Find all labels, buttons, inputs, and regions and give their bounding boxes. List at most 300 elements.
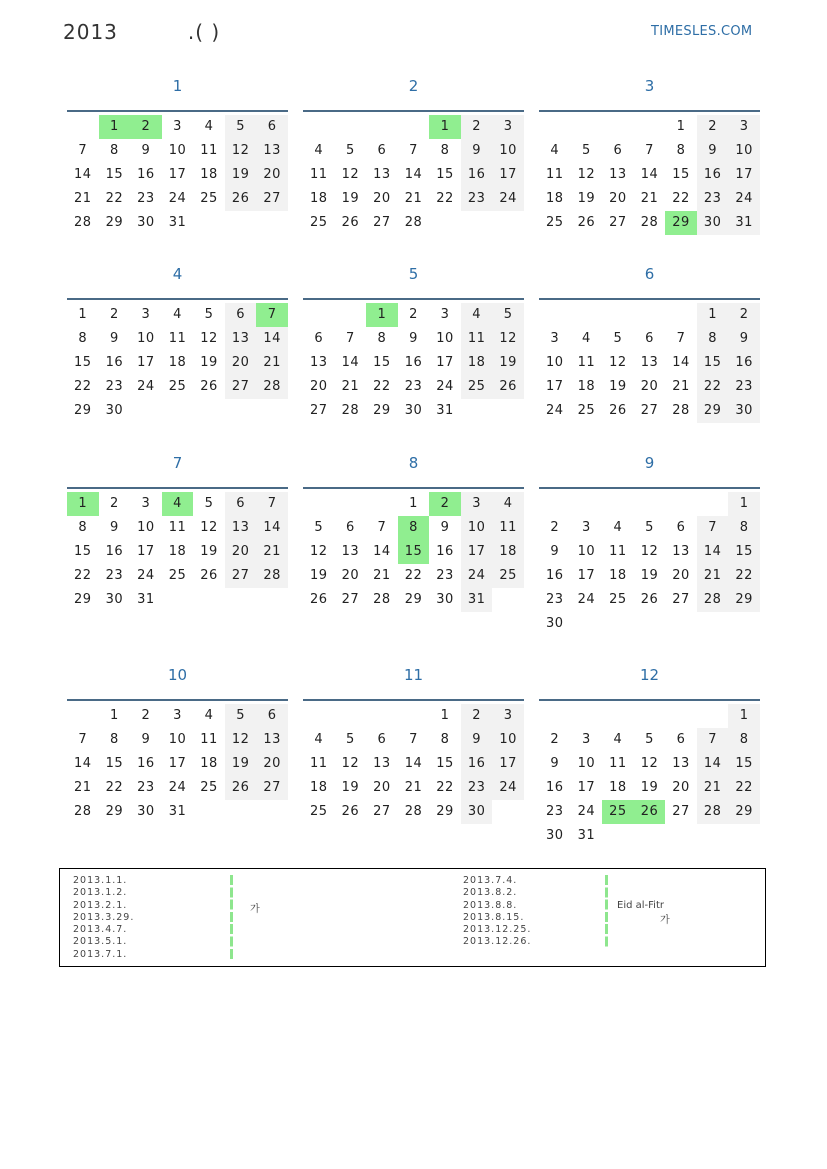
day-cell: 6: [676, 732, 686, 747]
empty-cell: [366, 115, 398, 139]
day-cell: 8: [78, 331, 88, 346]
empty-cell: [539, 704, 571, 728]
legend-date: 2013.12.26.: [463, 936, 532, 948]
day-cell: 13: [373, 167, 391, 182]
day-cell: 14: [404, 756, 423, 771]
empty-cell: [634, 492, 666, 516]
day-cell: 30: [461, 800, 493, 824]
day-cell: 3: [492, 704, 524, 728]
day-cell: 20: [256, 752, 288, 776]
day-cell: 27: [672, 804, 690, 819]
day-cell: 30: [436, 592, 454, 607]
month-11: [303, 659, 524, 824]
day-cell: 1: [676, 119, 686, 134]
day-cell: 30: [697, 211, 729, 235]
day-cell: 27: [256, 187, 288, 211]
day-cell: 29: [74, 592, 92, 607]
empty-cell: [571, 303, 603, 327]
day-cell: 20: [373, 191, 391, 206]
empty-cell: [571, 115, 603, 139]
day-cell: 15: [728, 540, 760, 564]
empty-cell: [602, 612, 634, 636]
day-cell: 25: [577, 403, 596, 418]
empty-cell: [697, 492, 729, 516]
day-cell: 16: [697, 163, 729, 187]
day-cell: 28: [697, 588, 729, 612]
day-cell: 5: [581, 143, 591, 158]
day-cell: 27: [609, 215, 627, 230]
day-cell: 12: [341, 167, 360, 182]
legend-date: 2013.3.29.: [73, 911, 135, 923]
day-cell: 1: [728, 492, 760, 516]
day-cell: 25: [168, 568, 187, 583]
day-cell: 12: [640, 544, 659, 559]
legend-holiday-name-left: 가: [250, 904, 260, 915]
day-cell: 29: [665, 211, 697, 235]
day-cell: 28: [640, 215, 659, 230]
day-cell: 12: [609, 355, 627, 370]
day-cell: 16: [461, 752, 493, 776]
day-cell: 2: [109, 496, 119, 511]
day-cell: 16: [436, 544, 454, 559]
day-cell: 28: [373, 592, 391, 607]
day-cell: 12: [341, 756, 360, 771]
day-cell: 26: [225, 187, 257, 211]
day-cell: 10: [577, 544, 596, 559]
day-cell: 13: [640, 355, 659, 370]
day-cell: 10: [577, 756, 596, 771]
day-cell: 7: [78, 732, 88, 747]
day-cell: 11: [609, 756, 627, 771]
day-cell: 4: [314, 732, 324, 747]
month-title: 3: [644, 77, 655, 95]
empty-cell: [665, 824, 697, 848]
day-cell: 19: [225, 163, 257, 187]
day-cell: 1: [440, 708, 450, 723]
legend-date: 2013.8.15.: [463, 911, 525, 923]
day-cell: 20: [225, 351, 257, 375]
day-cell: 16: [728, 351, 760, 375]
day-cell: 3: [581, 520, 591, 535]
day-cell: 26: [634, 800, 666, 824]
day-cell: 5: [314, 520, 324, 535]
day-cell: 20: [609, 191, 627, 206]
day-cell: 30: [728, 399, 760, 423]
empty-cell: [193, 211, 225, 235]
day-cell: 18: [609, 568, 627, 583]
day-cell: 10: [168, 732, 187, 747]
legend-date: 2013.1.2.: [73, 887, 128, 899]
empty-cell: [492, 399, 524, 423]
day-cell: 22: [373, 379, 391, 394]
day-cell: 23: [105, 379, 124, 394]
empty-cell: [335, 492, 367, 516]
day-cell: 4: [173, 307, 182, 322]
day-cell: 23: [728, 375, 760, 399]
day-cell: 6: [345, 520, 355, 535]
day-cell: 22: [105, 191, 124, 206]
empty-cell: [634, 612, 666, 636]
day-cell: 31: [728, 211, 760, 235]
day-cell: 1: [728, 704, 760, 728]
day-cell: 6: [613, 143, 623, 158]
day-cell: 14: [74, 167, 92, 182]
month-divider: [539, 487, 760, 489]
day-cell: 25: [310, 804, 328, 819]
day-cell: 5: [345, 732, 355, 747]
month-divider: [539, 110, 760, 112]
empty-cell: [571, 704, 603, 728]
legend-date: 2013.7.4.: [463, 875, 518, 886]
day-cell: 14: [697, 540, 729, 564]
day-cell: 2: [109, 307, 119, 322]
empty-cell: [366, 492, 398, 516]
day-cell: 16: [137, 167, 155, 182]
day-cell: 14: [341, 355, 360, 370]
day-cell: 17: [461, 540, 493, 564]
empty-cell: [634, 303, 666, 327]
day-cell: 18: [609, 780, 627, 795]
day-cell: 30: [546, 616, 564, 631]
day-cell: 18: [492, 540, 524, 564]
day-cell: 23: [404, 379, 423, 394]
day-cell: 17: [728, 163, 760, 187]
day-cell: 2: [550, 520, 560, 535]
day-cell: 7: [409, 143, 418, 158]
day-cell: 21: [373, 568, 391, 583]
day-cell: 18: [461, 351, 493, 375]
day-cell: 3: [173, 708, 182, 723]
legend-bar-left: [230, 875, 233, 961]
day-cell: 26: [200, 568, 218, 583]
day-cell: 2: [461, 115, 493, 139]
day-cell: 28: [404, 804, 423, 819]
day-cell: 27: [341, 592, 360, 607]
day-cell: 9: [697, 139, 729, 163]
day-cell: 11: [200, 732, 218, 747]
day-cell: 22: [672, 191, 690, 206]
day-cell: 25: [602, 800, 634, 824]
day-grid: [67, 704, 288, 824]
day-cell: 8: [676, 143, 686, 158]
empty-cell: [162, 588, 194, 612]
day-cell: 7: [377, 520, 387, 535]
day-cell: 24: [546, 403, 564, 418]
day-cell: 23: [461, 187, 493, 211]
empty-cell: [571, 612, 603, 636]
day-cell: 13: [672, 544, 690, 559]
day-cell: 22: [436, 780, 454, 795]
month-title: 5: [408, 265, 419, 283]
empty-cell: [429, 211, 461, 235]
day-cell: 28: [74, 215, 92, 230]
day-cell: 7: [697, 516, 729, 540]
day-cell: 8: [440, 732, 450, 747]
day-cell: 16: [105, 544, 124, 559]
day-cell: 17: [168, 756, 187, 771]
day-cell: 2: [130, 115, 162, 139]
day-cell: 14: [672, 355, 690, 370]
day-cell: 18: [200, 167, 218, 182]
day-cell: 21: [74, 191, 92, 206]
day-cell: 23: [546, 804, 564, 819]
day-cell: 5: [645, 520, 654, 535]
empty-cell: [256, 588, 288, 612]
empty-cell: [728, 824, 760, 848]
day-cell: 2: [461, 704, 493, 728]
day-cell: 21: [697, 564, 729, 588]
empty-cell: [697, 612, 729, 636]
day-cell: 13: [256, 139, 288, 163]
day-cell: 7: [645, 143, 654, 158]
day-cell: 5: [492, 303, 524, 327]
day-cell: 9: [550, 756, 560, 771]
day-grid: [539, 115, 760, 235]
day-cell: 18: [546, 191, 564, 206]
day-cell: 21: [404, 191, 423, 206]
month-divider: [303, 110, 524, 112]
day-cell: 14: [74, 756, 92, 771]
day-cell: 31: [436, 403, 454, 418]
day-cell: 6: [256, 704, 288, 728]
day-cell: 26: [577, 215, 596, 230]
empty-cell: [602, 115, 634, 139]
day-cell: 15: [398, 540, 430, 564]
empty-cell: [571, 492, 603, 516]
legend-bar-right: [605, 875, 608, 949]
day-cell: 29: [436, 804, 454, 819]
title-subtitle: .( ): [187, 20, 221, 44]
legend-date: 2013.8.2.: [463, 887, 518, 899]
day-cell: 9: [440, 520, 450, 535]
year-label: 2013: [63, 20, 118, 44]
day-cell: 25: [310, 215, 328, 230]
empty-cell: [335, 115, 367, 139]
day-cell: 1: [67, 492, 99, 516]
day-cell: 5: [204, 496, 214, 511]
day-cell: 4: [581, 331, 591, 346]
day-cell: 24: [436, 379, 454, 394]
day-cell: 17: [137, 355, 155, 370]
day-cell: 9: [141, 143, 151, 158]
day-cell: 21: [341, 379, 360, 394]
day-cell: 12: [577, 167, 596, 182]
day-cell: 11: [546, 167, 564, 182]
month-divider: [303, 298, 524, 300]
empty-cell: [130, 399, 162, 423]
empty-cell: [492, 211, 524, 235]
day-cell: 27: [373, 804, 391, 819]
day-cell: 26: [609, 403, 627, 418]
day-cell: 5: [645, 732, 654, 747]
day-cell: 2: [409, 307, 418, 322]
day-cell: 19: [577, 191, 596, 206]
empty-cell: [225, 399, 257, 423]
month-7: [67, 447, 288, 612]
day-cell: 5: [345, 143, 355, 158]
day-cell: 30: [546, 828, 564, 843]
day-cell: 7: [78, 143, 88, 158]
empty-cell: [193, 399, 225, 423]
day-cell: 23: [105, 568, 124, 583]
day-cell: 16: [105, 355, 124, 370]
day-cell: 9: [461, 139, 493, 163]
day-cell: 14: [404, 167, 423, 182]
day-cell: 17: [492, 163, 524, 187]
legend-date: 2013.2.1.: [73, 899, 128, 911]
holiday-legend: [59, 868, 766, 967]
day-cell: 29: [105, 804, 124, 819]
day-cell: 20: [225, 540, 257, 564]
day-cell: 19: [640, 568, 659, 583]
day-cell: 23: [461, 776, 493, 800]
day-cell: 19: [341, 780, 360, 795]
day-cell: 14: [640, 167, 659, 182]
day-cell: 11: [168, 331, 187, 346]
day-cell: 15: [672, 167, 690, 182]
empty-cell: [398, 704, 430, 728]
day-cell: 6: [314, 331, 324, 346]
day-cell: 14: [697, 752, 729, 776]
day-cell: 14: [373, 544, 391, 559]
month-2: [303, 70, 524, 235]
day-cell: 11: [577, 355, 596, 370]
day-cell: 2: [697, 115, 729, 139]
day-cell: 15: [74, 544, 92, 559]
month-divider: [303, 487, 524, 489]
day-cell: 25: [168, 379, 187, 394]
day-cell: 9: [461, 728, 493, 752]
day-cell: 4: [314, 143, 324, 158]
empty-cell: [67, 115, 99, 139]
day-cell: 10: [728, 139, 760, 163]
day-cell: 11: [310, 167, 328, 182]
day-cell: 4: [492, 492, 524, 516]
empty-cell: [335, 303, 367, 327]
day-cell: 13: [225, 516, 257, 540]
day-cell: 5: [225, 704, 257, 728]
day-cell: 24: [137, 568, 155, 583]
day-cell: 19: [640, 780, 659, 795]
day-cell: 31: [168, 215, 187, 230]
day-cell: 10: [461, 516, 493, 540]
day-cell: 4: [204, 708, 214, 723]
empty-cell: [492, 588, 524, 612]
empty-cell: [634, 115, 666, 139]
empty-cell: [461, 211, 493, 235]
legend-dates-right: [463, 875, 531, 949]
empty-cell: [602, 492, 634, 516]
day-cell: 12: [640, 756, 659, 771]
day-cell: 21: [404, 780, 423, 795]
month-8: [303, 447, 524, 612]
day-cell: 10: [436, 331, 454, 346]
day-cell: 30: [137, 804, 155, 819]
day-cell: 1: [78, 307, 88, 322]
day-cell: 18: [310, 191, 328, 206]
month-title: 12: [639, 666, 660, 684]
brand-link[interactable]: TIMESLES.COM: [651, 24, 753, 39]
day-cell: 21: [640, 191, 659, 206]
day-cell: 4: [204, 119, 214, 134]
day-cell: 31: [168, 804, 187, 819]
month-divider: [67, 699, 288, 701]
day-cell: 15: [373, 355, 391, 370]
day-cell: 16: [461, 163, 493, 187]
day-cell: 24: [168, 780, 187, 795]
empty-cell: [697, 704, 729, 728]
legend-date: 2013.4.7.: [73, 924, 128, 936]
legend-date: 2013.8.8.: [463, 899, 518, 911]
month-5: [303, 258, 524, 423]
month-title: 2: [408, 77, 419, 95]
day-cell: 24: [577, 592, 596, 607]
day-cell: 7: [345, 331, 355, 346]
empty-cell: [697, 824, 729, 848]
empty-cell: [665, 303, 697, 327]
day-cell: 27: [373, 215, 391, 230]
day-cell: 13: [310, 355, 328, 370]
day-grid: [303, 115, 524, 235]
day-cell: 8: [697, 327, 729, 351]
month-12: [539, 659, 760, 848]
day-cell: 18: [577, 379, 596, 394]
legend-date: 2013.1.1.: [73, 875, 128, 886]
day-cell: 28: [341, 403, 360, 418]
day-cell: 3: [141, 496, 151, 511]
day-cell: 25: [200, 191, 218, 206]
month-4: [67, 258, 288, 423]
day-cell: 11: [168, 520, 187, 535]
day-cell: 2: [728, 303, 760, 327]
day-cell: 19: [492, 351, 524, 375]
empty-cell: [366, 704, 398, 728]
day-cell: 1: [409, 496, 418, 511]
day-cell: 20: [341, 568, 360, 583]
day-cell: 26: [341, 804, 360, 819]
day-cell: 1: [109, 708, 119, 723]
day-cell: 28: [672, 403, 690, 418]
day-cell: 28: [74, 804, 92, 819]
day-grid: [303, 303, 524, 423]
day-cell: 20: [256, 163, 288, 187]
day-cell: 13: [341, 544, 360, 559]
day-cell: 24: [168, 191, 187, 206]
day-cell: 25: [200, 780, 218, 795]
day-cell: 15: [697, 351, 729, 375]
day-cell: 2: [550, 732, 560, 747]
day-cell: 8: [728, 516, 760, 540]
day-cell: 11: [609, 544, 627, 559]
empty-cell: [193, 588, 225, 612]
day-grid: [67, 303, 288, 423]
day-cell: 21: [256, 540, 288, 564]
day-cell: 26: [200, 379, 218, 394]
day-cell: 22: [74, 379, 92, 394]
day-cell: 28: [404, 215, 423, 230]
day-cell: 12: [200, 331, 218, 346]
day-cell: 20: [672, 568, 690, 583]
day-cell: 18: [168, 355, 187, 370]
day-cell: 29: [404, 592, 423, 607]
day-cell: 30: [137, 215, 155, 230]
day-cell: 23: [546, 592, 564, 607]
legend-holiday-name-right-2: 가: [660, 915, 670, 926]
day-cell: 17: [577, 780, 596, 795]
day-cell: 24: [492, 776, 524, 800]
month-10: [67, 659, 288, 824]
legend-date: 2013.12.25.: [463, 924, 532, 936]
